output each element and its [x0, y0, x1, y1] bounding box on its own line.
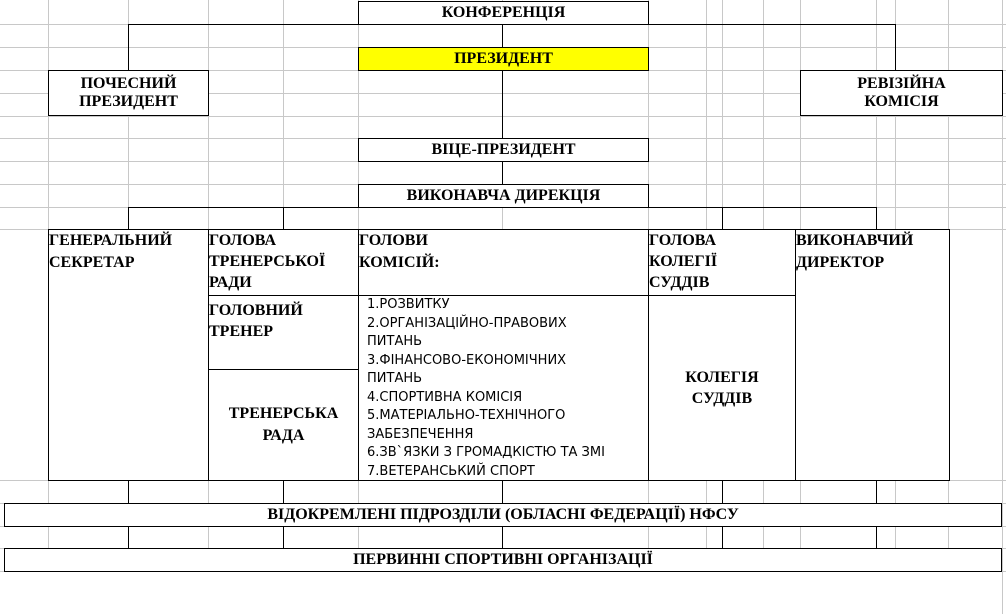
judges-board-box — [648, 295, 796, 481]
general-secretary-line1: ГЕНЕРАЛЬНИЙ — [49, 232, 173, 249]
executive-directorate-label: ВИКОНАВЧА ДИРЕКЦІЯ — [406, 187, 601, 204]
honorary-president-box — [48, 70, 209, 116]
president-box — [358, 47, 649, 71]
coach-council-box — [208, 369, 359, 481]
primary-organizations-label: ПЕРВИННІ СПОРТИВНІ ОРГАНІЗАЦІЇ — [353, 551, 653, 568]
general-secretary-box — [48, 229, 209, 481]
coach-council-head-line2: ТРЕНЕРСЬКОЇ — [209, 253, 326, 270]
commission-item: 5.МАТЕРІАЛЬНО-ТЕХНІЧНОГО — [367, 408, 566, 423]
vice-president-box — [358, 138, 649, 162]
judges-board-head-line1: ГОЛОВА — [649, 232, 717, 249]
judges-board-head-box — [648, 229, 796, 296]
commission-item: ПИТАНЬ — [367, 334, 423, 349]
coach-council-head-box — [208, 229, 359, 296]
commission-heads-box — [358, 229, 649, 296]
audit-commission-line1: РЕВІЗІЙНА — [857, 75, 946, 92]
commission-item: 3.ФІНАНСОВО-ЕКОНОМІЧНИХ — [367, 352, 567, 368]
commission-item: 2.ОРГАНІЗАЦІЙНО-ПРАВОВИХ — [367, 315, 567, 331]
conference-label: КОНФЕРЕНЦІЯ — [441, 4, 566, 21]
general-secretary-line2: СЕКРЕТАР — [49, 254, 135, 271]
judges-board-line1: КОЛЕГІЯ — [685, 368, 759, 386]
executive-director-line1: ВИКОНАВЧИЙ — [796, 232, 914, 249]
executive-director-line2: ДИРЕКТОР — [796, 254, 885, 271]
conference-box — [358, 1, 649, 25]
head-coach-line1: ГОЛОВНИЙ — [209, 302, 303, 319]
executive-director-box — [795, 229, 950, 481]
coach-council-line2: РАДА — [262, 427, 305, 444]
commission-item: ПИТАНЬ — [367, 371, 423, 386]
coach-council-head-line3: РАДИ — [209, 274, 252, 291]
primary-organizations-box — [4, 548, 1002, 572]
commission-item: ЗАБЕЗПЕЧЕННЯ — [367, 426, 474, 442]
regional-federations-label: ВІДОКРЕМЛЕНІ ПІДРОЗДІЛИ (ОБЛАСНІ ФЕДЕРАЦІЇ) НФСУ — [267, 506, 739, 523]
vice-president-label: ВІЦЕ-ПРЕЗИДЕНТ — [431, 141, 576, 158]
commission-heads-line2: КОМІСІЙ: — [359, 254, 440, 271]
head-coach-line2: ТРЕНЕР — [209, 323, 274, 340]
president-label: ПРЕЗИДЕНТ — [454, 50, 553, 67]
commissions-list — [358, 295, 649, 481]
honorary-president-line1: ПОЧЕСНИЙ — [80, 75, 177, 92]
judges-board-head-line2: КОЛЕГІЇ — [649, 253, 718, 270]
commission-item: 4.СПОРТИВНА КОМІСІЯ — [367, 389, 523, 405]
judges-board-head-line3: СУДДІВ — [649, 274, 710, 291]
executive-directorate-box — [358, 184, 649, 208]
audit-commission-box — [800, 70, 1003, 116]
audit-commission-line2: КОМІСІЯ — [864, 93, 939, 110]
coach-council-line1: ТРЕНЕРСЬКА — [228, 405, 339, 422]
coach-council-head-line1: ГОЛОВА — [209, 232, 277, 249]
head-coach-box — [208, 295, 359, 370]
regional-federations-box — [4, 503, 1002, 527]
honorary-president-line2: ПРЕЗИДЕНТ — [79, 93, 178, 110]
commission-heads-line1: ГОЛОВИ — [359, 232, 428, 249]
judges-board-line2: СУДДІВ — [691, 389, 753, 407]
commission-item: 7.ВЕТЕРАНСЬКИЙ СПОРТ — [367, 463, 535, 479]
commission-item: 6.ЗВ`ЯЗКИ З ГРОМАДКІСТЮ ТА ЗМІ — [367, 445, 605, 460]
commission-item: 1.РОЗВИТКУ — [367, 297, 450, 312]
